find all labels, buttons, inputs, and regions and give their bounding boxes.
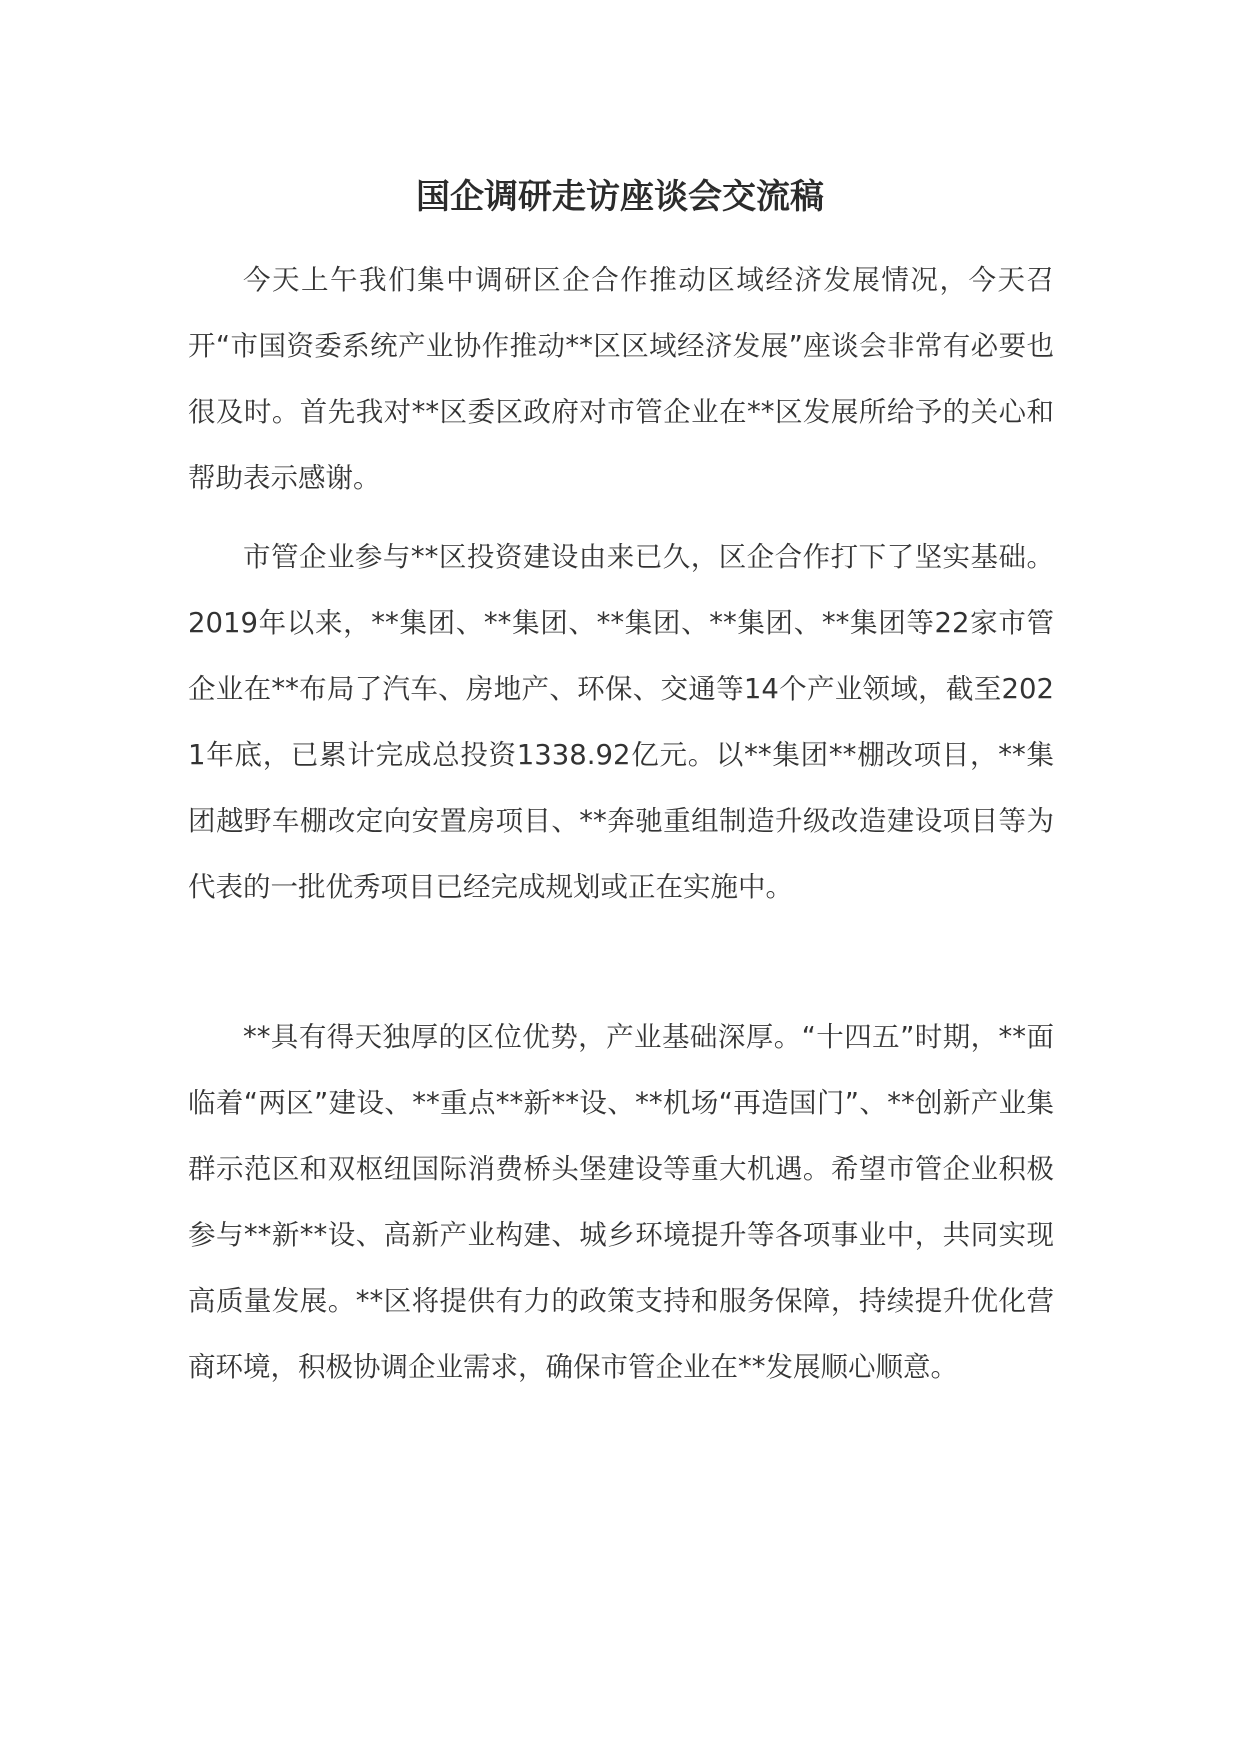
paragraph-2: 市管企业参与**区投资建设由来已久，区企合作打下了坚实基础。2019年以来，**集团、**集团、**集团、**集团、**集团等22家市管企业在**布局了汽车、房地产、环保、交通等14个产业领域，截至2021年底，已累计完成总投资1338.92亿元。以**集团**棚改项目，**集团越野车棚改定向安置房项目、**奔驰重组制造升级改造建设项目等为代表的一批优秀项目已经完成规划或正在实施中。	[188, 541, 1054, 903]
paragraph-1: 今天上午我们集中调研区企合作推动区域经济发展情况，今天召开“市国资委系统产业协作推动**区区域经济发展”座谈会非常有必要也很及时。首先我对**区委区政府对市管企业在**区发展所给予的关心和帮助表示感谢。	[188, 264, 1054, 494]
document-title: 国企调研走访座谈会交流稿	[416, 177, 824, 217]
paragraph-3: **具有得天独厚的区位优势，产业基础深厚。“十四五”时期，**面临着“两区”建设、**重点**新**设、**机场“再造国门”、**创新产业集群示范区和双枢纽国际消费桥头堡建设等重大机遇。希望市管企业积极参与**新**设、高新产业构建、城乡环境提升等各项事业中，共同实现高质量发展。**区将提供有力的政策支持和服务保障，持续提升优化营商环境，积极协调企业需求，确保市管企业在**发展顺心顺意。	[188, 1021, 1054, 1383]
